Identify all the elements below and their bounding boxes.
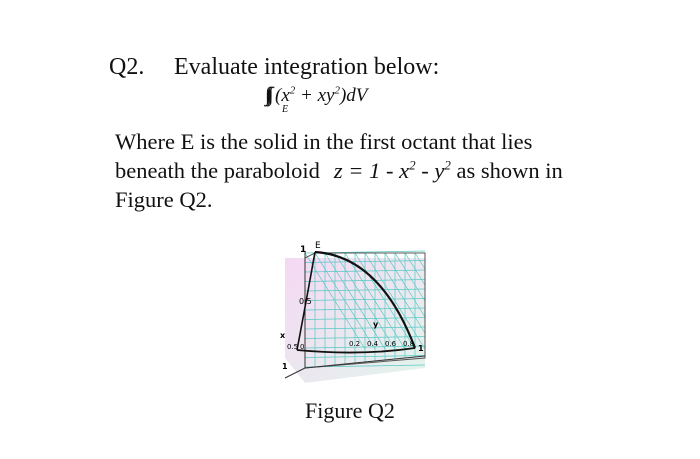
paraboloid-plot — [265, 238, 435, 388]
integrand-open: (x — [275, 85, 290, 106]
x-tick-1: 1 — [282, 362, 288, 371]
question-number: Q2. — [109, 54, 145, 80]
problem-description — [115, 127, 605, 214]
y-tick-1: 0.4 — [367, 340, 379, 348]
solid-label-E: E — [315, 241, 321, 251]
description-tail: as shown in Figure Q2. — [115, 158, 563, 212]
equation-exp-b: 2 — [444, 157, 451, 173]
paraboloid-equation — [334, 158, 451, 183]
equation-prefix: z = 1 - x — [333, 158, 410, 183]
z-tick-half: 0.5 — [299, 297, 312, 306]
y-tick-end: 1 — [418, 344, 424, 353]
integrand-plus: + xy — [295, 85, 335, 106]
figure-caption: Figure Q2 — [305, 398, 395, 423]
y-tick-0: 0.2 — [349, 340, 361, 348]
triple-integral — [268, 84, 368, 115]
x-axis-label: x — [280, 331, 286, 340]
figure-q2 — [265, 238, 435, 393]
exponent-1: 2 — [289, 84, 296, 97]
y-axis-label: y — [373, 320, 379, 329]
y-tick-2: 0.6 — [385, 340, 397, 348]
integrand-close: )dV — [339, 85, 368, 106]
exponent-2: 2 — [334, 84, 340, 97]
description-text: Where E is the solid in the first octant that lies beneath the paraboloid — [115, 129, 533, 183]
equation-mid: - y — [415, 158, 445, 183]
x-tick-half: 0.5 — [287, 343, 299, 351]
y-tick-3: 0.8 — [403, 340, 415, 348]
integral-region-label: E — [282, 104, 289, 115]
z-tick-1: 1 — [300, 245, 307, 255]
origin-tick: 0 — [300, 343, 305, 351]
equation-exp-a: 2 — [409, 157, 416, 173]
question-title: Evaluate integration below: — [174, 54, 440, 80]
